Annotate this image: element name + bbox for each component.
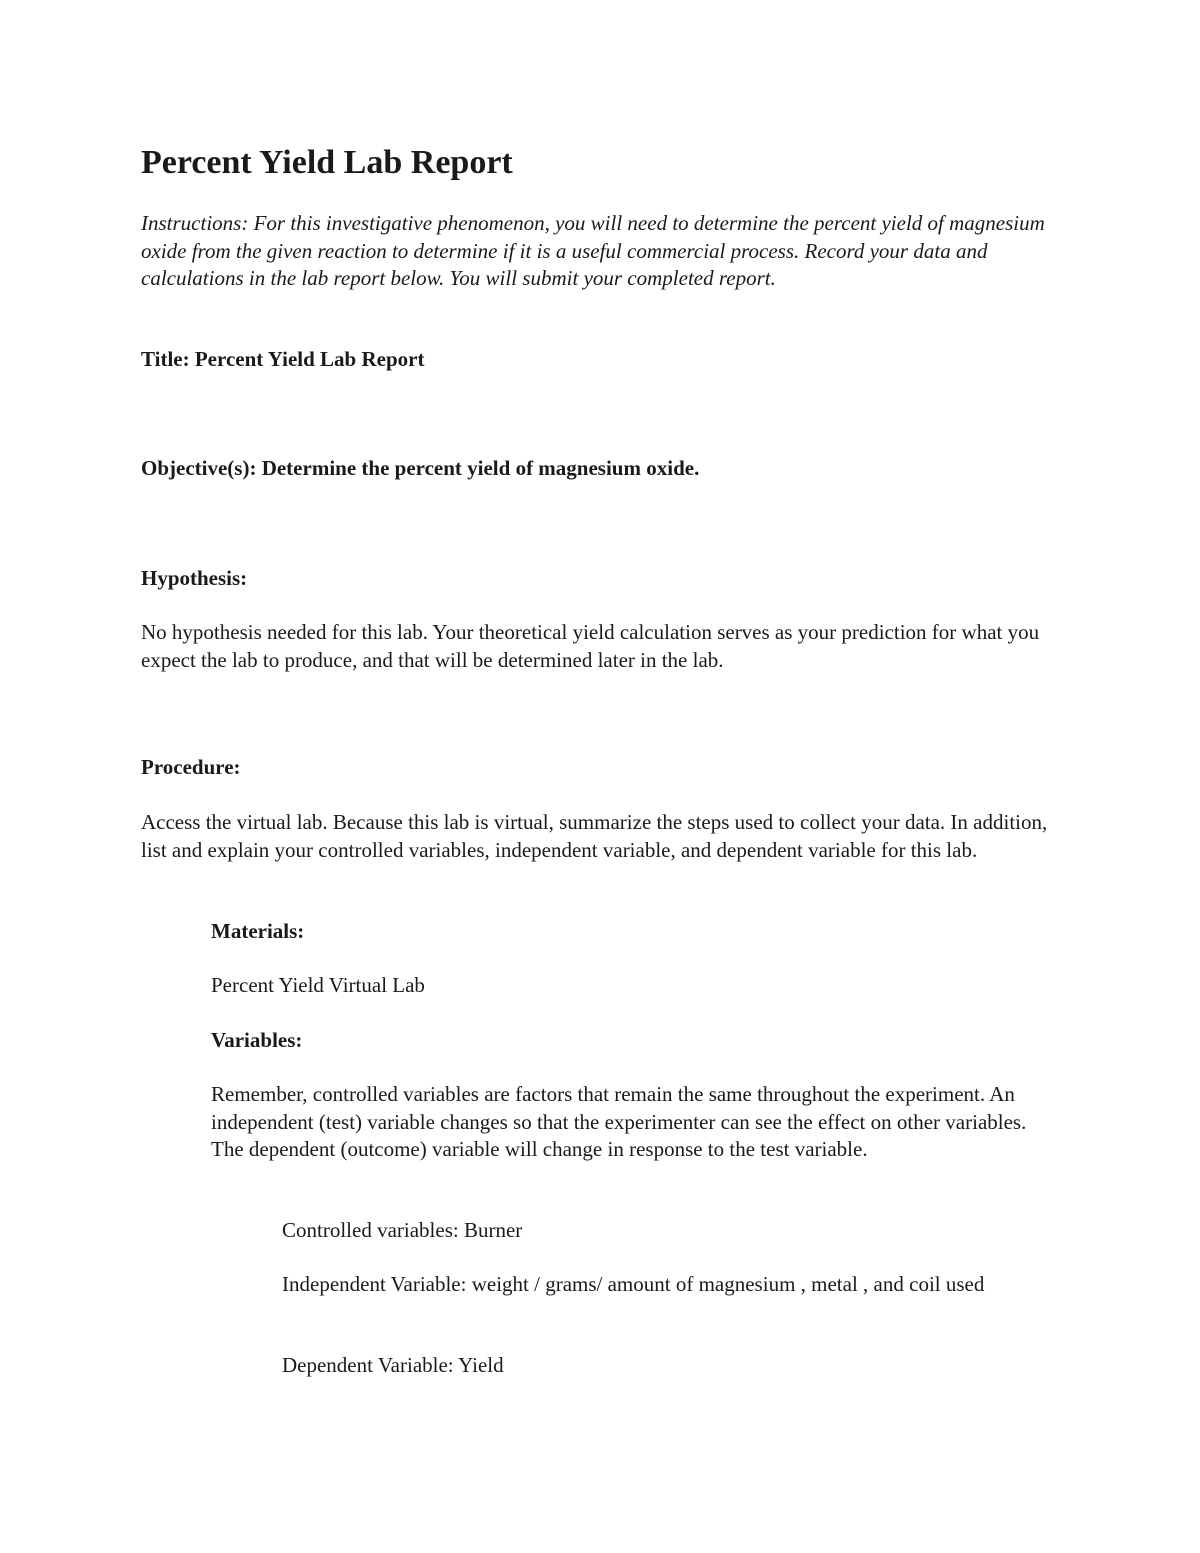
hypothesis-body: No hypothesis needed for this lab. Your theoretical yield calculation serves as your prediction for what you expect the lab to produce, and that will be determined later in the lab. <box>141 620 1040 672</box>
materials-body: Percent Yield Virtual Lab <box>211 973 425 997</box>
instructions-paragraph: Instructions: For this investigative phenomenon, you will need to determine the percent yield of magnesium oxide from the given reaction to determine if it is a useful commercial process. Record your data and calculations in the lab report below. You will submit your completed report. <box>141 211 1045 290</box>
dependent-variable-line: Dependent Variable: Yield <box>282 1353 504 1377</box>
title-line: Title: Percent Yield Lab Report <box>141 347 425 371</box>
variables-heading: Variables: <box>211 1028 303 1052</box>
procedure-body: Access the virtual lab. Because this lab is virtual, summarize the steps used to collect your data. In addition, list and explain your controlled variables, independent variable, and dependent variable for this lab. <box>141 810 1048 862</box>
hypothesis-heading: Hypothesis: <box>141 566 248 590</box>
controlled-variables-line: Controlled variables: Burner <box>282 1218 523 1242</box>
independent-variable-line: Independent Variable: weight / grams/ amount of magnesium , metal , and coil used <box>282 1272 985 1296</box>
procedure-heading: Procedure: <box>141 755 241 779</box>
materials-heading: Materials: <box>211 919 305 943</box>
variables-body: Remember, controlled variables are factors that remain the same throughout the experiment. An independent (test) variable changes so that the experimenter can see the effect on other variables. The dependent (outcome) variable will change in response to the test variable. <box>211 1082 1027 1161</box>
document-title: Percent Yield Lab Report <box>141 144 513 181</box>
objective-line: Objective(s): Determine the percent yield of magnesium oxide. <box>141 456 700 480</box>
